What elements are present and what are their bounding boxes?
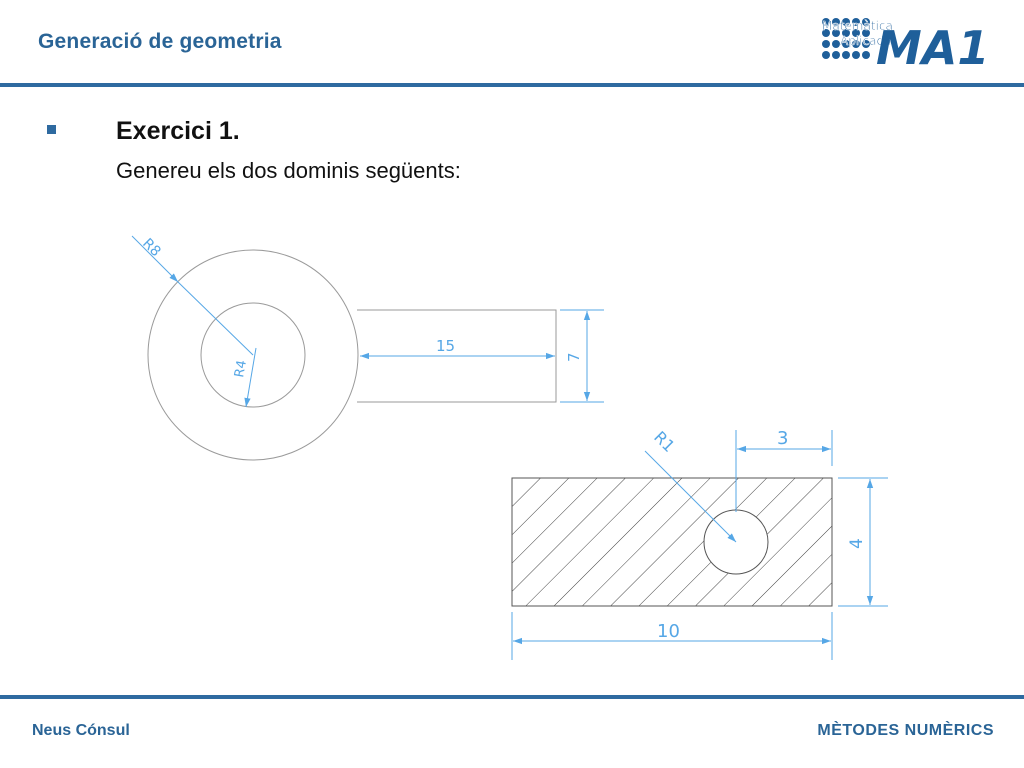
footer-divider (0, 695, 1024, 699)
logo-wordmark: MA1 (876, 21, 990, 70)
dim-15-label: 15 (436, 337, 456, 355)
dim-r4-label: R4 (232, 359, 250, 379)
logo-line2: Aplicada (840, 34, 892, 48)
dim-r8-extension (178, 282, 253, 355)
domain-1 (132, 236, 604, 460)
footer-author: Neus Cónsul (32, 722, 130, 739)
exercise-title: Exercici 1. (116, 117, 240, 145)
footer-course: MÈTODES NUMÈRICS (817, 722, 994, 739)
page-title: Generació de geometria (38, 30, 282, 53)
dim-7-label: 7 (565, 352, 583, 362)
domain-2 (512, 427, 888, 660)
dim-r4-leader (246, 348, 256, 407)
dim-4-label: 4 (847, 538, 867, 549)
exercise-description: Genereu els dos dominis següents: (116, 158, 461, 183)
dim-10-label: 10 (657, 621, 680, 642)
dim-r1-label: R1 (650, 427, 679, 456)
domain2-hatch (512, 478, 832, 606)
dim-3-label: 3 (777, 428, 789, 449)
dim-r8-label: R8 (139, 235, 164, 261)
logo-line1: Matemàtica (822, 19, 893, 33)
